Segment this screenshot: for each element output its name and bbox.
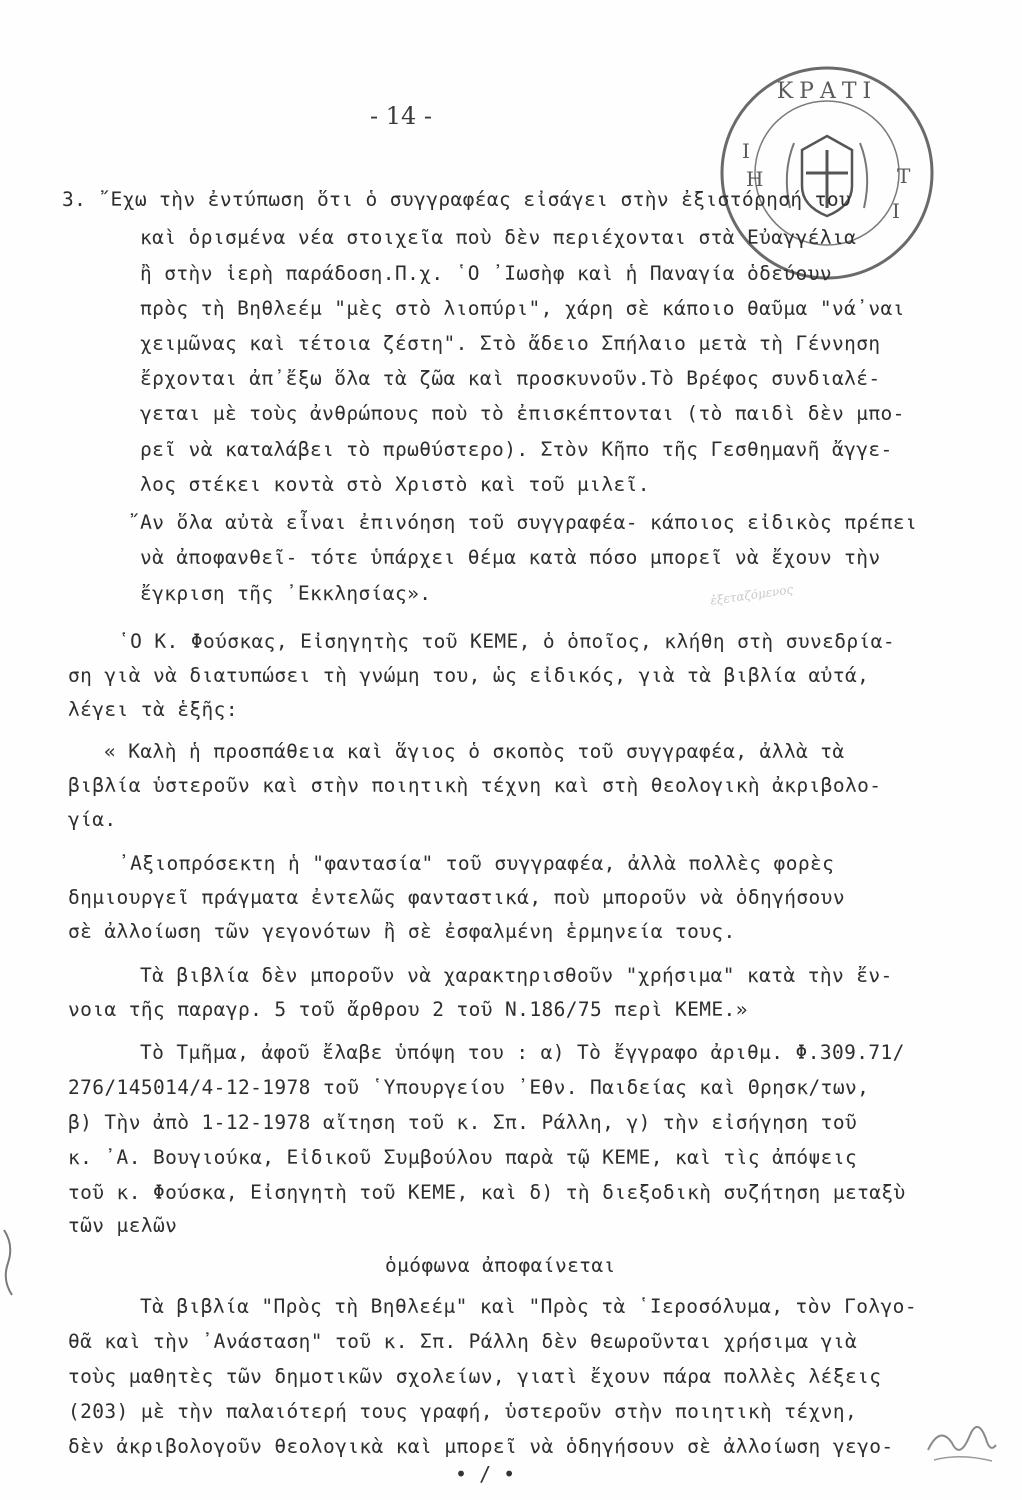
svg-text:ΚΡΑΤΙ: ΚΡΑΤΙ [776,79,878,104]
text-line: ρεῖ νὰ καταλάβει τὸ πρωθύστερο). Στὸν Κῆπο τῆς Γεσθημανῆ ἄγγε- [140,438,893,461]
text-line: λέγει τὰ ἑξῆς: [68,698,238,721]
text-line: δημιουργεῖ πράγματα ἐντελῶς φανταστικά, ποὺ μποροῦν νὰ ὁδηγήσουν [68,886,845,909]
decision-heading: ὁμόφωνα ἀποφαίνεται [385,1254,616,1277]
text-line: ἔρχονται ἀπ᾿ἔξω ὅλα τὰ ζῶα καὶ προσκυνοῦν.Τὸ Βρέφος συνδιαλέ- [140,367,881,390]
page-number: - 14 - [370,102,433,130]
page-footer-mark: • / • [455,1462,516,1486]
text-line: ῎Αν ὅλα αὐτὰ εἶναι ἐπινόηση τοῦ συγγραφέα- κάποιος εἰδικὸς πρέπει [128,511,918,534]
text-line: « Καλὴ ἡ προσπάθεια καὶ ἅγιος ὁ σκοπὸς τοῦ συγγραφέα, ἀλλὰ τὰ [104,740,845,763]
text-line: γία. [68,808,117,831]
text-line: 276/145014/4-12-1978 τοῦ ῾Υπουργείου ᾿Εθν. Παιδείας καὶ Θρησκ/των, [68,1076,870,1099]
text-line: δὲν ἀκριβολογοῦν θεολογικὰ καὶ μπορεῖ νὰ ὁδηγήσουν σὲ ἀλλοίωση γεγο- [68,1435,894,1458]
svg-text:Η: Η [746,167,764,191]
margin-pen-mark [0,1225,22,1300]
faint-handwritten-note: ἐξεταζόμενος [709,582,795,608]
text-line: σὲ ἀλλοίωση τῶν γεγονότων ἢ σὲ ἐσφαλμένη ἑρμηνεία τους. [68,920,736,943]
text-line: νοια τῆς παραγρ. 5 τοῦ ἄρθρου 2 τοῦ Ν.186/75 περὶ ΚΕΜΕ.» [68,998,748,1021]
text-line: τοῦ κ. Φούσκα, Εἰσηγητὴ τοῦ ΚΕΜΕ, καὶ δ) τὴ διεξοδικὴ συζήτηση μεταξὺ [68,1181,906,1204]
text-line: Τὰ βιβλία "Πρὸς τὴ Βηθλεέμ" καὶ "Πρὸς τὰ ῾Ιεροσόλυμα, τὸν Γολγο- [140,1295,917,1318]
official-seal-stamp [712,58,942,288]
text-line: 3. ῎Εχω τὴν ἐντύπωση ὅτι ὁ συγγραφέας εἰσάγει στὴν ἐξιστόρησή του [62,188,852,211]
text-line: καὶ ὁρισμένα νέα στοιχεῖα ποὺ δὲν περιέχονται στὰ Εὐαγγέλια [140,226,857,249]
text-line: πρὸς τὴ Βηθλεέμ "μὲς στὸ λιοπύρι", χάρη σὲ κάποιο θαῦμα "νά᾿ναι [140,297,905,320]
text-line: ἔγκριση τῆς ᾿Εκκλησίας». [140,582,432,605]
text-line: λος στέκει κοντὰ στὸ Χριστὸ καὶ τοῦ μιλεῖ. [140,473,650,496]
text-line: (203) μὲ τὴν παλαιότερή τους γραφή, ὑστεροῦν στὴν ποιητικὴ τέχνη, [68,1400,858,1423]
handwritten-signature [920,1405,1000,1475]
text-line: κ. ᾿Α. Βουγιούκα, Εἰδικοῦ Συμβούλου παρὰ τῷ ΚΕΜΕ, καὶ τὶς ἀπόψεις [68,1146,858,1169]
svg-text:Ι: Ι [742,139,750,163]
text-line: Τὸ Τμῆμα, ἀφοῦ ἔλαβε ὑπόψη του : α) Τὸ ἔγγραφο ἀριθμ. Φ.309.71/ [140,1041,905,1064]
text-line: τοὺς μαθητὲς τῶν δημοτικῶν σχολείων, γιατὶ ἔχουν πάρα πολλὲς λέξεις [68,1365,882,1388]
svg-text:Τ: Τ [897,164,911,188]
text-line: γεται μὲ τοὺς ἀνθρώπους ποὺ τὸ ἐπισκέπτονται (τὸ παιδὶ δὲν μπο- [140,402,905,425]
text-line: χειμῶνας καὶ τέτοια ζέστη". Στὸ ἄδειο Σπήλαιο μετὰ τὴ Γέννηση [140,332,881,355]
svg-text:Ι: Ι [892,199,900,223]
text-line: ῾Ο Κ. Φούσκας, Εἰσηγητὴς τοῦ ΚΕΜΕ, ὁ ὁποῖος, κλήθη στὴ συνεδρία- [118,630,895,653]
text-line: ᾿Αξιοπρόσεκτη ἡ "φαντασία" τοῦ συγγραφέα, ἀλλὰ πολλὲς φορὲς [118,852,835,875]
text-line: β) Τὴν ἀπὸ 1-12-1978 αἴτηση τοῦ κ. Σπ. Ράλλη, γ) τὴν εἰσήγηση τοῦ [68,1111,858,1134]
text-line: ση γιὰ νὰ διατυπώσει τὴ γνώμη του, ὡς εἰδικός, γιὰ τὰ βιβλία αὐτά, [68,664,870,687]
text-line: Τὰ βιβλία δὲν μποροῦν νὰ χαρακτηρισθοῦν "χρήσιμα" κατὰ τὴν ἔν- [140,964,893,987]
text-line: νὰ ἀποφανθεῖ- τότε ὑπάρχει θέμα κατὰ πόσο μπορεῖ νὰ ἔχουν τὴν [140,546,881,569]
text-line: βιβλία ὑστεροῦν καὶ στὴν ποιητικὴ τέχνη καὶ στὴ θεολογικὴ ἀκριβολο- [68,774,882,797]
text-line: ἢ στὴν ἱερὴ παράδοση.Π.χ. ῾Ο ᾿Ιωσὴφ καὶ ἡ Παναγία ὁδεύουν [140,262,832,285]
text-line: τῶν μελῶν [68,1214,178,1237]
text-line: θᾶ καὶ τὴν ᾿Ανάσταση" τοῦ κ. Σπ. Ράλλη δὲν θεωροῦνται χρήσιμα γιὰ [68,1330,858,1353]
